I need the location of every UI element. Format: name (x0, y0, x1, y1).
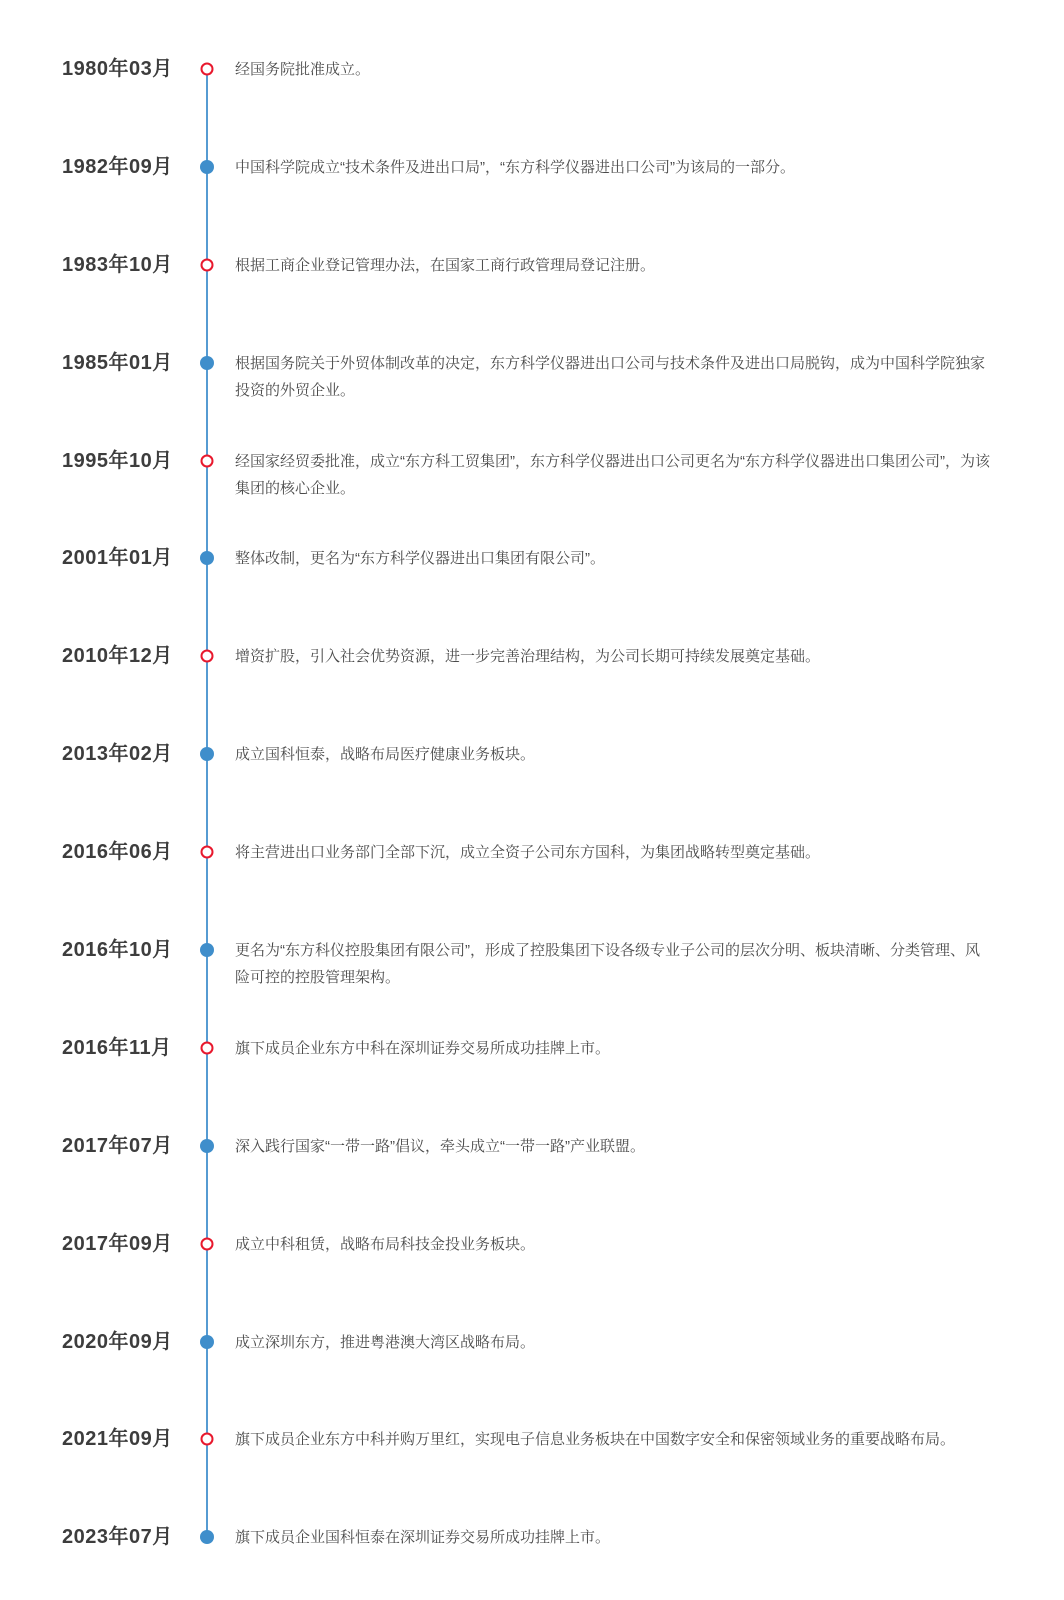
event-date: 2013年02月 (62, 743, 173, 766)
event-description: 经国务院批准成立。 (235, 61, 371, 78)
event-description: 旗下成员企业东方中科并购万里红，实现电子信息业务板块在中国数字安全和保密领域业务的重要战略布局。 (235, 1431, 956, 1449)
timeline-event (0, 154, 1064, 252)
timeline-event (0, 56, 1064, 154)
timeline-event (0, 350, 1064, 448)
event-description: 成立深圳东方，推进粤港澳大湾区战略布局。 (235, 1333, 536, 1351)
event-marker-dot (200, 160, 214, 174)
event-date: 2016年11月 (62, 1036, 172, 1059)
event-marker-dot (200, 551, 214, 565)
event-date: 2016年06月 (62, 841, 173, 864)
event-description: 根据国务院关于外贸体制改革的决定，东方科学仪器进出口公司与技术条件及进出口局脱钩，成为中国科学院独家投资的外贸企业。 (235, 354, 986, 399)
event-date: 2001年01月 (62, 547, 173, 570)
event-marker-dot (200, 1335, 214, 1349)
event-date: 1980年03月 (62, 58, 173, 80)
timeline-event (0, 839, 1064, 937)
event-description: 根据工商企业登记管理办法，在国家工商行政管理局登记注册。 (235, 256, 656, 274)
event-marker-dot (200, 1139, 214, 1153)
event-date: 1982年09月 (62, 155, 173, 178)
event-description: 更名为“东方科仪控股集团有限公司”，形成了控股集团下设各级专业子公司的层次分明、板块清晰、分类管理、风险可控的控股管理架构。 (235, 942, 980, 987)
event-marker-dot (200, 1530, 214, 1544)
timeline-event (0, 448, 1064, 546)
event-date: 2021年09月 (62, 1428, 173, 1451)
event-description: 旗下成员企业国科恒泰在深圳证券交易所成功挂牌上市。 (235, 1529, 611, 1547)
event-marker-dot (201, 1237, 214, 1250)
event-marker-dot (201, 454, 214, 467)
timeline-event (0, 643, 1064, 741)
event-description: 将主营进出口业务部门全部下沉，成立全资子公司东方国科，为集团战略转型奠定基础。 (235, 844, 821, 862)
event-marker-dot (201, 258, 214, 271)
event-date: 2010年12月 (62, 645, 173, 668)
event-description: 中国科学院成立“技术条件及进出口局”，“东方科学仪器进出口公司”为该局的一部分。 (235, 158, 795, 176)
event-date: 2017年07月 (62, 1134, 173, 1157)
timeline-event (0, 1329, 1064, 1427)
timeline-event (0, 741, 1064, 839)
event-description: 成立中科租赁，战略布局科技金投业务板块。 (235, 1235, 536, 1253)
timeline-event (0, 545, 1064, 643)
timeline-event (0, 1426, 1064, 1524)
event-marker-dot (201, 846, 214, 859)
event-marker-dot (200, 943, 214, 957)
event-description: 经国家经贸委批准，成立“东方科工贸集团”，东方科学仪器进出口公司更名为“东方科学仪器进出口集团公司”，为该集团的核心企业。 (235, 452, 990, 497)
timeline-events (0, 56, 1064, 1549)
event-marker-dot (201, 63, 214, 76)
event-date: 1983年10月 (62, 253, 173, 276)
event-date: 2016年10月 (62, 939, 173, 962)
event-marker-dot (200, 356, 214, 370)
event-date: 1995年10月 (62, 449, 173, 472)
event-description: 成立国科恒泰，战略布局医疗健康业务板块。 (235, 746, 536, 764)
event-description: 旗下成员企业东方中科在深圳证券交易所成功挂牌上市。 (235, 1039, 611, 1057)
event-description: 整体改制，更名为“东方科学仪器进出口集团有限公司”。 (235, 550, 605, 568)
event-marker-dot (201, 650, 214, 663)
timeline-event (0, 1133, 1064, 1231)
event-date: 2020年09月 (62, 1330, 173, 1353)
event-date: 2017年09月 (62, 1232, 173, 1255)
event-marker-dot (200, 747, 214, 761)
timeline-event (0, 1035, 1064, 1133)
timeline-event (0, 252, 1064, 350)
event-marker-dot (201, 1041, 214, 1054)
event-description: 增资扩股，引入社会优势资源，进一步完善治理结构，为公司长期可持续发展奠定基础。 (235, 648, 821, 666)
timeline-event (0, 937, 1064, 1035)
timeline-event (0, 1231, 1064, 1329)
event-marker-dot (201, 1433, 214, 1446)
event-date: 2023年07月 (62, 1526, 173, 1549)
event-description: 深入践行国家“一带一路”倡议，牵头成立“一带一路”产业联盟。 (235, 1137, 645, 1155)
event-date: 1985年01月 (62, 351, 173, 374)
